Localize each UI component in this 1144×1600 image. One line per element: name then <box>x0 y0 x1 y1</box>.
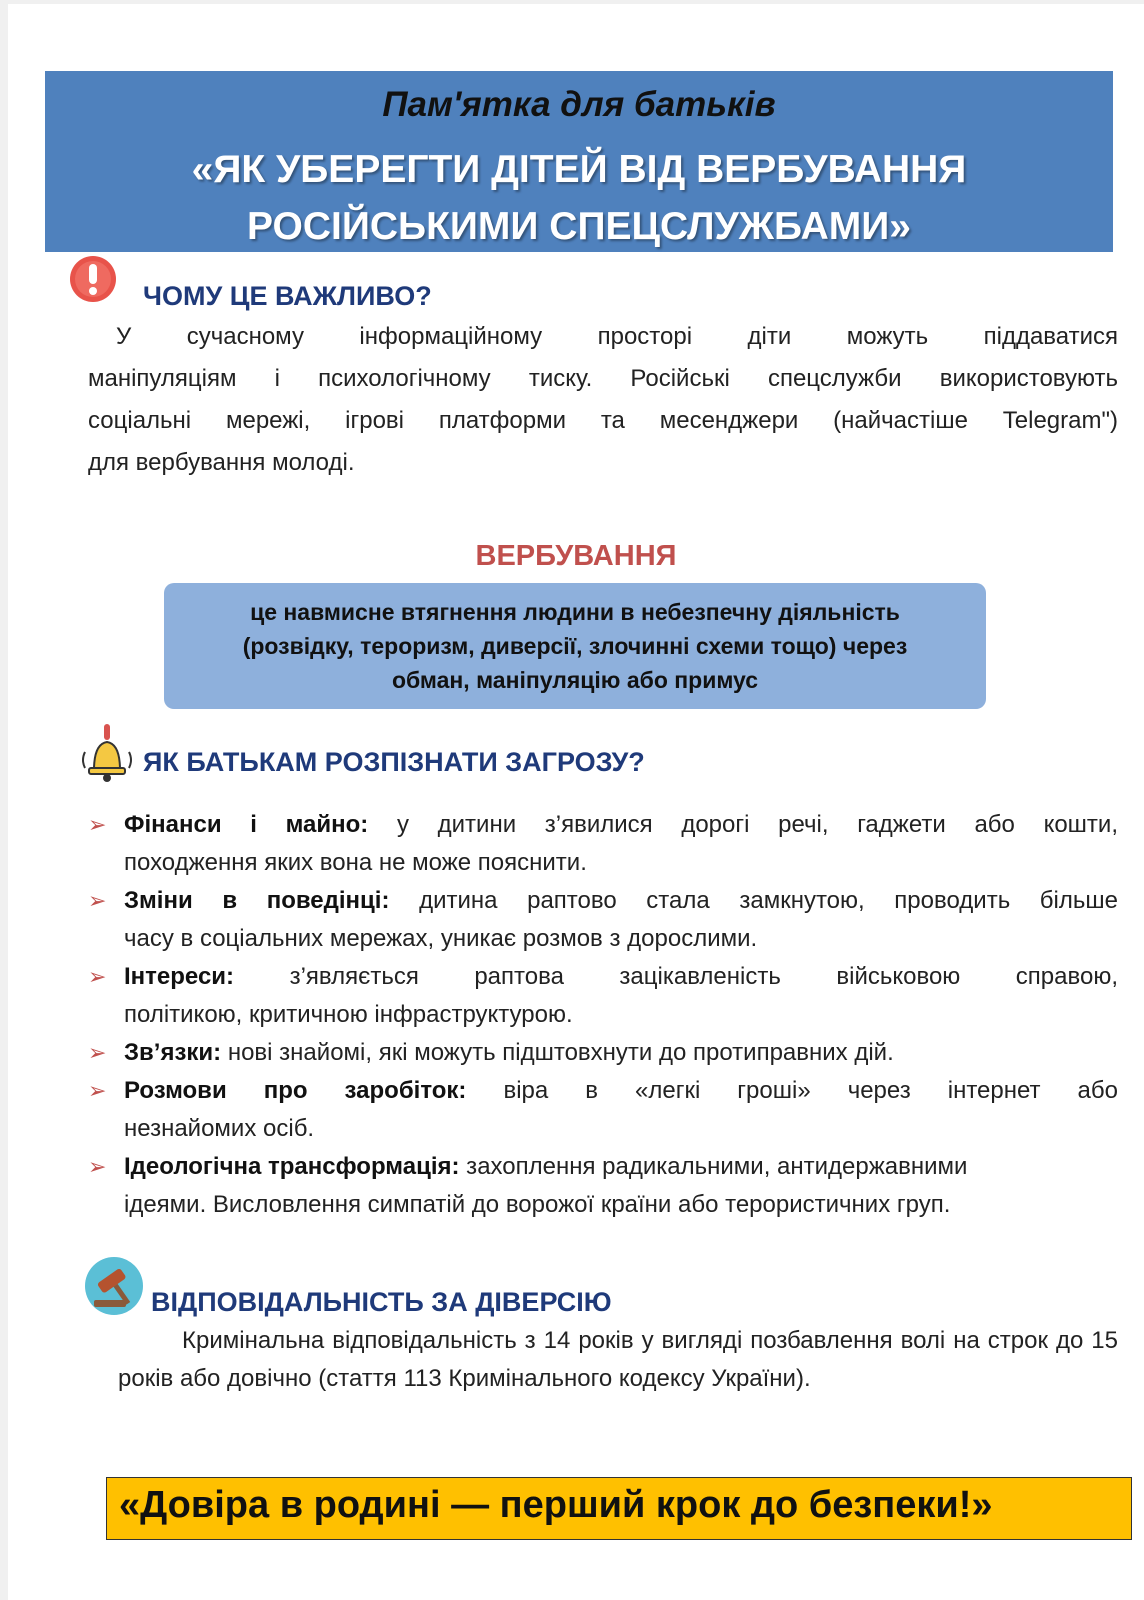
motto-banner <box>106 1477 1132 1540</box>
list-item-line-1 <box>124 1148 1118 1186</box>
list-item-line-2: походження яких вона не може пояснити. <box>124 849 587 876</box>
list-item-text: нові знайомі, які можуть підштовхнути до протиправних дій. <box>221 1039 894 1066</box>
arrow-bullet-icon: ➢ <box>88 1040 107 1065</box>
list-item <box>88 882 1118 958</box>
list-item-line-2: часу в соціальних мережах, уникає розмов з дорослими. <box>124 925 758 952</box>
arrow-bullet-icon: ➢ <box>88 1078 107 1103</box>
list-item-line-2: незнайомих осіб. <box>124 1115 315 1142</box>
list-item <box>88 1034 1118 1072</box>
arrow-bullet-icon: ➢ <box>88 812 107 837</box>
why-text-line-2: маніпуляціям і психологічному тиску. Російські спецслужби використовують <box>88 365 1118 392</box>
list-item <box>88 1148 1118 1224</box>
definition-box <box>164 583 986 709</box>
banner-title-line-2: РОСІЙСЬКИМИ СПЕЦСЛУЖБАМИ» <box>247 205 911 248</box>
why-text-line-3: соціальні мережі, ігрові платформи та месенджери (найчастіше Telegram") <box>88 407 1118 434</box>
list-item-text: захоплення радикальними, антидержавними <box>459 1153 968 1180</box>
arrow-bullet-icon: ➢ <box>88 964 107 989</box>
why-text-line-4: для вербування молоді. <box>88 449 355 476</box>
title-banner <box>45 71 1113 252</box>
list-item-line-1 <box>124 1034 1118 1072</box>
banner-title <box>45 141 1113 255</box>
list-item-line-1 <box>124 958 1118 996</box>
why-text-line-1: У сучасному інформаційному просторі діти можуть піддаватися <box>116 323 1118 350</box>
list-item-line-1 <box>124 882 1118 920</box>
list-item <box>88 1072 1118 1148</box>
definition-text <box>180 595 970 697</box>
exclamation-icon <box>68 254 118 304</box>
list-item-label: Інтереси: <box>124 963 235 990</box>
list-item-line-2: політикою, критичною інфраструктурою. <box>124 1001 573 1028</box>
motto-text: «Довіра в родині — перший крок до безпеки!» <box>119 1484 993 1526</box>
why-heading: ЧОМУ ЦЕ ВАЖЛИВО? <box>143 281 432 311</box>
page <box>8 4 1144 1600</box>
definition-line-2: (розвідку, тероризм, диверсії, злочинні схеми тощо) через <box>242 633 908 659</box>
list-item-label: Фінанси і майно: <box>124 811 369 838</box>
definition-line-1: це навмисне втягнення людини в небезпечну діяльність <box>250 599 900 625</box>
list-item-label: Зміни в поведінці: <box>124 887 390 914</box>
list-item-label: Ідеологічна трансформація: <box>124 1153 460 1180</box>
list-item-text: у дитини з’явилися дорогі речі, гаджети або кошти, <box>368 811 1118 838</box>
definition-term: ВЕРБУВАННЯ <box>475 540 677 572</box>
list-item-text: дитина раптово стала замкнутою, проводить більше <box>389 887 1118 914</box>
definition-line-3: обман, маніпуляцію або примус <box>391 667 759 693</box>
arrow-bullet-icon: ➢ <box>88 888 107 913</box>
banner-title-line-1: «ЯК УБЕРЕГТИ ДІТЕЙ ВІД ВЕРБУВАННЯ <box>191 148 967 191</box>
signs-list <box>88 806 1118 1224</box>
why-text <box>88 316 1118 484</box>
signs-heading: ЯК БАТЬКАМ РОЗПІЗНАТИ ЗАГРОЗУ? <box>143 747 645 777</box>
list-item-text: з’являється раптова зацікавленість військовою справою, <box>234 963 1118 990</box>
list-item-label: Зв’язки: <box>124 1039 222 1066</box>
list-item-text: віра в «легкі гроші» через інтернет або <box>466 1077 1119 1104</box>
bell-icon <box>80 722 136 784</box>
gavel-icon <box>84 1256 144 1316</box>
responsibility-text: Кримінальна відповідальність з 14 років у вигляді позбавлення волі на строк до 15 років або довічно (стаття 113 Кримінального кодексу України). <box>118 1327 1118 1392</box>
list-item <box>88 806 1118 882</box>
list-item-line-1 <box>124 1072 1118 1110</box>
responsibility-heading: ВІДПОВІДАЛЬНІСТЬ ЗА ДІВЕРСІЮ <box>151 1287 612 1317</box>
arrow-bullet-icon: ➢ <box>88 1154 107 1179</box>
list-item-line-1 <box>124 806 1118 844</box>
banner-subtitle: Пам'ятка для батьків <box>382 85 776 124</box>
list-item-label: Розмови про заробіток: <box>124 1077 467 1104</box>
list-item-line-2: ідеями. Висловлення симпатій до ворожої країни або терористичних груп. <box>124 1191 951 1218</box>
list-item <box>88 958 1118 1034</box>
